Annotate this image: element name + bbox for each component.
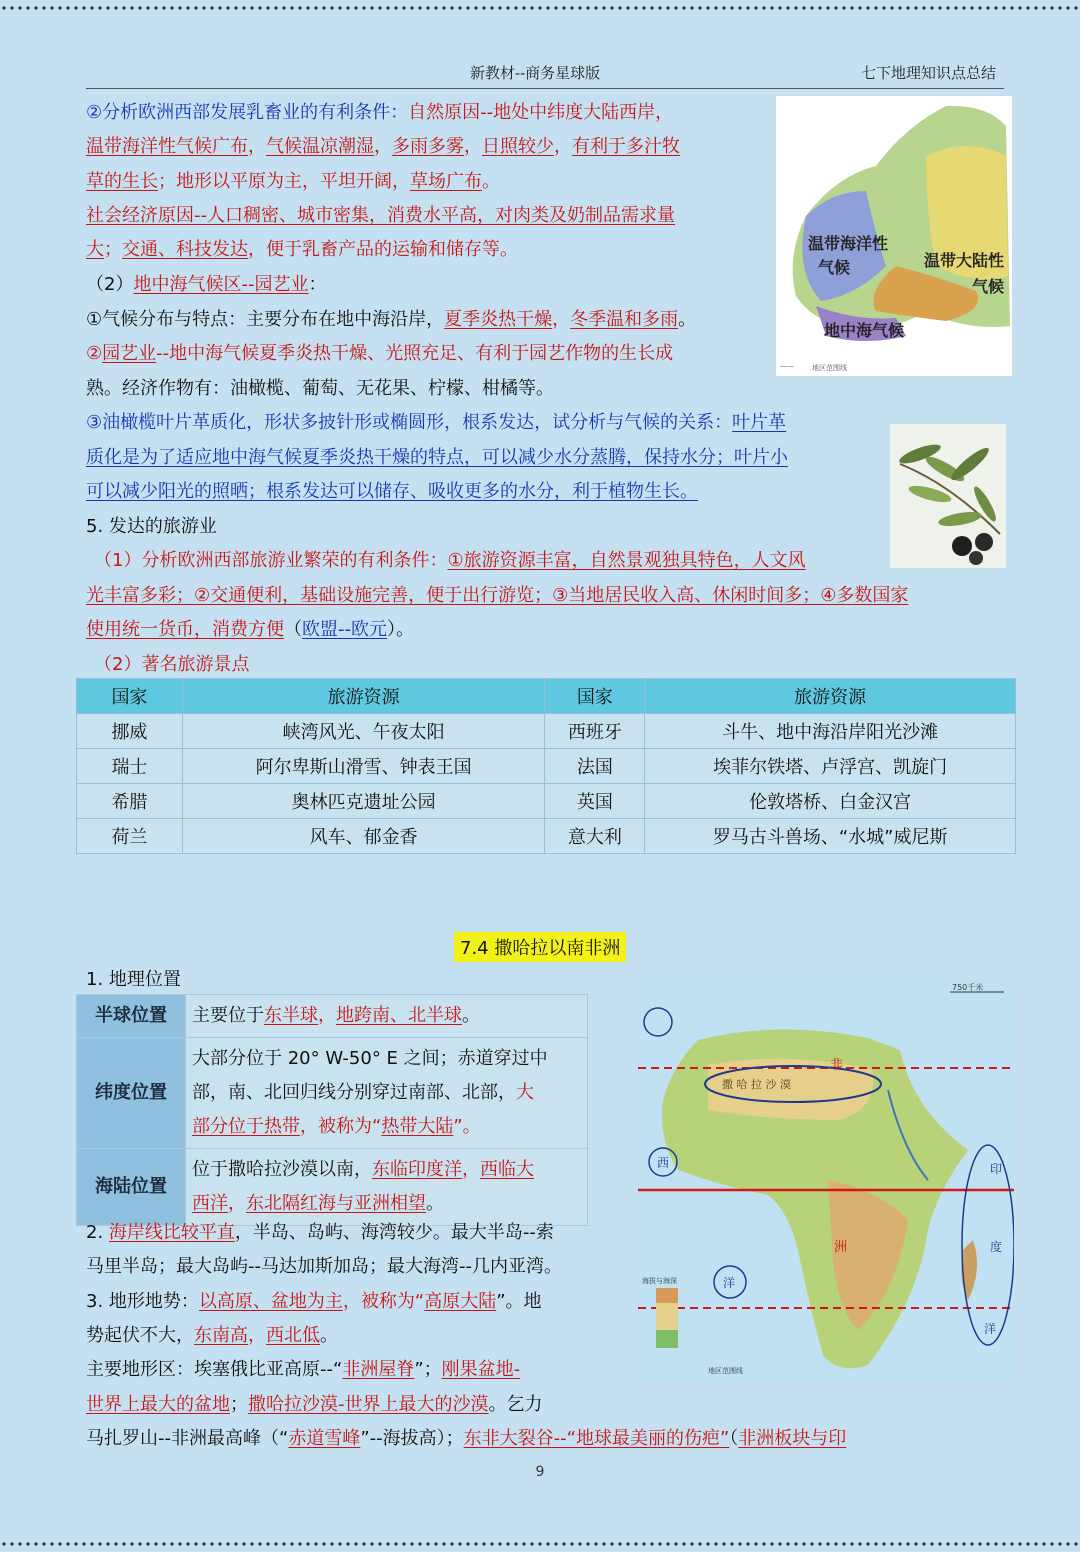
section-title: 7.4 撒哈拉以南非洲: [454, 932, 626, 962]
map-label-yin: 印: [990, 1162, 1003, 1176]
label-ocean-climate: 温带海洋性 气候: [808, 234, 889, 277]
page-number: 9: [535, 1464, 545, 1480]
map-label-zhou: 洲: [834, 1240, 848, 1255]
table-row: [77, 714, 1016, 749]
bottom-dotted-border: [0, 1540, 1080, 1548]
hemisphere-value: 主要位于东半球，地跨南、北半球。: [186, 995, 588, 1038]
map-label-ocean: 洋: [984, 1322, 997, 1336]
table-row: [77, 749, 1016, 784]
table-row: [77, 784, 1016, 819]
map-label-fei: 非: [830, 1058, 844, 1073]
label-continental-climate: 温带大陆性 气候: [924, 251, 1005, 296]
svg-text:——: ——: [780, 362, 794, 370]
olive-image: [890, 424, 1006, 568]
table-cell: 法国: [545, 749, 645, 784]
table-cell: 峡湾风光、午夜太阳: [182, 714, 545, 749]
p4-heading: 5. 发达的旅游业: [86, 516, 217, 537]
map-scale: 750千米: [952, 983, 984, 992]
map-label-du: 度: [990, 1240, 1003, 1254]
p5-line7: 马扎罗山--非洲最高峰（“赤道雪峰”--海拔高）；东非大裂谷--“地球最美丽的伤疤”（非洲板块与印: [86, 1428, 847, 1449]
p5-line4: 势起伏不大，东南高，西北低。: [86, 1325, 338, 1346]
table-row: [77, 1038, 588, 1149]
africa-map: [638, 980, 1014, 1382]
p1-line1: [86, 101, 673, 125]
table-cell: 希腊: [77, 784, 183, 819]
p2-line4: 熟。经济作物有：油橄榄、葡萄、无花果、柠檬、柑橘等。: [86, 378, 554, 399]
table-row: [77, 1149, 588, 1226]
col-header-resource: 旅游资源: [645, 679, 1016, 714]
land-sea-value: 位于撒哈拉沙漠以南，东临印度洋，西临大 西洋，东北隔红海与亚洲相望。: [186, 1149, 588, 1226]
p4-line2: 光丰富多彩；②交通便利，基础设施完善，便于出行游览；③当地居民收入高、休闲时间多；④多数国家: [86, 585, 909, 606]
p4-subheading: （2）著名旅游景点: [94, 654, 250, 675]
table-cell: 伦敦塔桥、白金汉宫: [645, 784, 1016, 819]
map-legend-title: 海拔与海深: [642, 1277, 677, 1285]
p5-line2: 马里半岛；最大岛屿--马达加斯加岛；最大海湾--几内亚湾。: [86, 1256, 562, 1277]
p3-line1: ③油橄榄叶片革质化，形状多披针形或椭圆形，根系发达，试分析与气候的关系：叶片革: [86, 412, 787, 433]
row-label-latitude: 纬度位置: [77, 1038, 186, 1149]
europe-legend: 地区范围线: [812, 364, 847, 372]
table-row: [77, 995, 588, 1038]
table-cell: 奥林匹克遗址公园: [182, 784, 545, 819]
p5-line3: 3. 地形地势：以高原、盆地为主，被称为“高原大陆”。地: [86, 1291, 542, 1312]
p1-line4: 社会经济原因--人口稠密、城市密集，消费水平高，对肉类及奶制品需求量: [86, 205, 675, 226]
geo-heading: 1. 地理位置: [86, 969, 181, 990]
p1-line2: 温带海洋性气候广布，气候温凉潮湿，多雨多雾，日照较少，有利于多汁牧: [86, 136, 680, 157]
p1-line3: 草的生长；地形以平原为主，平坦开阔，草场广布。: [86, 171, 500, 192]
table-cell: 罗马古斗兽场、“水城”威尼斯: [645, 819, 1016, 854]
table-cell: 意大利: [545, 819, 645, 854]
p1-line5: 大；交通、科技发达，便于乳畜产品的运输和储存等。: [86, 239, 518, 260]
header-right: 七下地理知识点总结: [860, 64, 996, 82]
table-cell: 西班牙: [545, 714, 645, 749]
table-cell: 埃菲尔铁塔、卢浮宫、凯旋门: [645, 749, 1016, 784]
p1-question: ②分析欧洲西部发展乳畜业的有利条件：: [86, 102, 409, 123]
p2-line1: （2）地中海气候区--园艺业：: [86, 274, 327, 295]
row-label-land-sea: 海陆位置: [77, 1149, 186, 1226]
europe-climate-map: [776, 96, 1012, 376]
p5-line5: 主要地形区：埃塞俄比亚高原--“非洲屋脊”；刚果盆地-: [86, 1359, 521, 1380]
p4-line3: 使用统一货币，消费方便（欧盟--欧元）。: [86, 619, 414, 640]
top-dotted-border: [0, 4, 1080, 12]
header-left: 新教材--商务星球版: [470, 64, 601, 82]
p2-line3: ②园艺业--地中海气候夏季炎热干燥、光照充足、有利于园艺作物的生长成: [86, 343, 674, 364]
table-cell: 瑞士: [77, 749, 183, 784]
olive-branch-icon: [890, 424, 1006, 568]
map-label-sahara: 撒 哈 拉 沙 漠: [722, 1078, 791, 1091]
p4-line1: （1）分析欧洲西部旅游业繁荣的有利条件：①旅游资源丰富，自然景观独具特色，人文风: [94, 550, 806, 571]
col-header-country: 国家: [545, 679, 645, 714]
p3-line3: 可以减少阳光的照晒；根系发达可以储存、吸收更多的水分，利于植物生长。: [86, 481, 698, 502]
table-cell: 英国: [545, 784, 645, 819]
p2-line2: ①气候分布与特点：主要分布在地中海沿岸，夏季炎热干燥，冬季温和多雨。: [86, 309, 697, 330]
table-row: [77, 819, 1016, 854]
p5-line6: 世界上最大的盆地；撒哈拉沙漠-世界上最大的沙漠。乞力: [86, 1394, 543, 1415]
col-header-resource: 旅游资源: [182, 679, 545, 714]
p5-line1: 2. 海岸线比较平直，半岛、岛屿、海湾较少。最大半岛--索: [86, 1222, 554, 1243]
map-label-west: 西: [657, 1156, 670, 1170]
row-label-hemisphere: 半球位置: [77, 995, 186, 1038]
table-cell: 阿尔卑斯山滑雪、钟表王国: [182, 749, 545, 784]
africa-map-svg: [638, 980, 1014, 1382]
page-header: [86, 62, 1004, 89]
geo-location-table: [76, 994, 588, 1226]
table-cell: 风车、郁金香: [182, 819, 545, 854]
col-header-country: 国家: [77, 679, 183, 714]
map-label-yang: 洋: [723, 1276, 736, 1290]
map-legend-line: 地区范围线: [708, 1367, 743, 1375]
latitude-value: 大部分位于 20° W-50° E 之间；赤道穿过中 部，南、北回归线分别穿过南部、北部，大 部分位于热带，被称为“热带大陆”。: [186, 1038, 588, 1149]
table-cell: 挪威: [77, 714, 183, 749]
table-cell: 斗牛、地中海沿岸阳光沙滩: [645, 714, 1016, 749]
tourism-table: [76, 678, 1016, 854]
table-cell: 荷兰: [77, 819, 183, 854]
label-mediterranean-climate: 地中海气候: [824, 321, 905, 340]
table-header-row: [77, 679, 1016, 714]
p1-natural: 自然原因--地处中纬度大陆西岸，: [408, 102, 674, 123]
p3-line2: 质化是为了适应地中海气候夏季炎热干燥的特点，可以减少水分蒸腾，保持水分；叶片小: [86, 447, 788, 468]
